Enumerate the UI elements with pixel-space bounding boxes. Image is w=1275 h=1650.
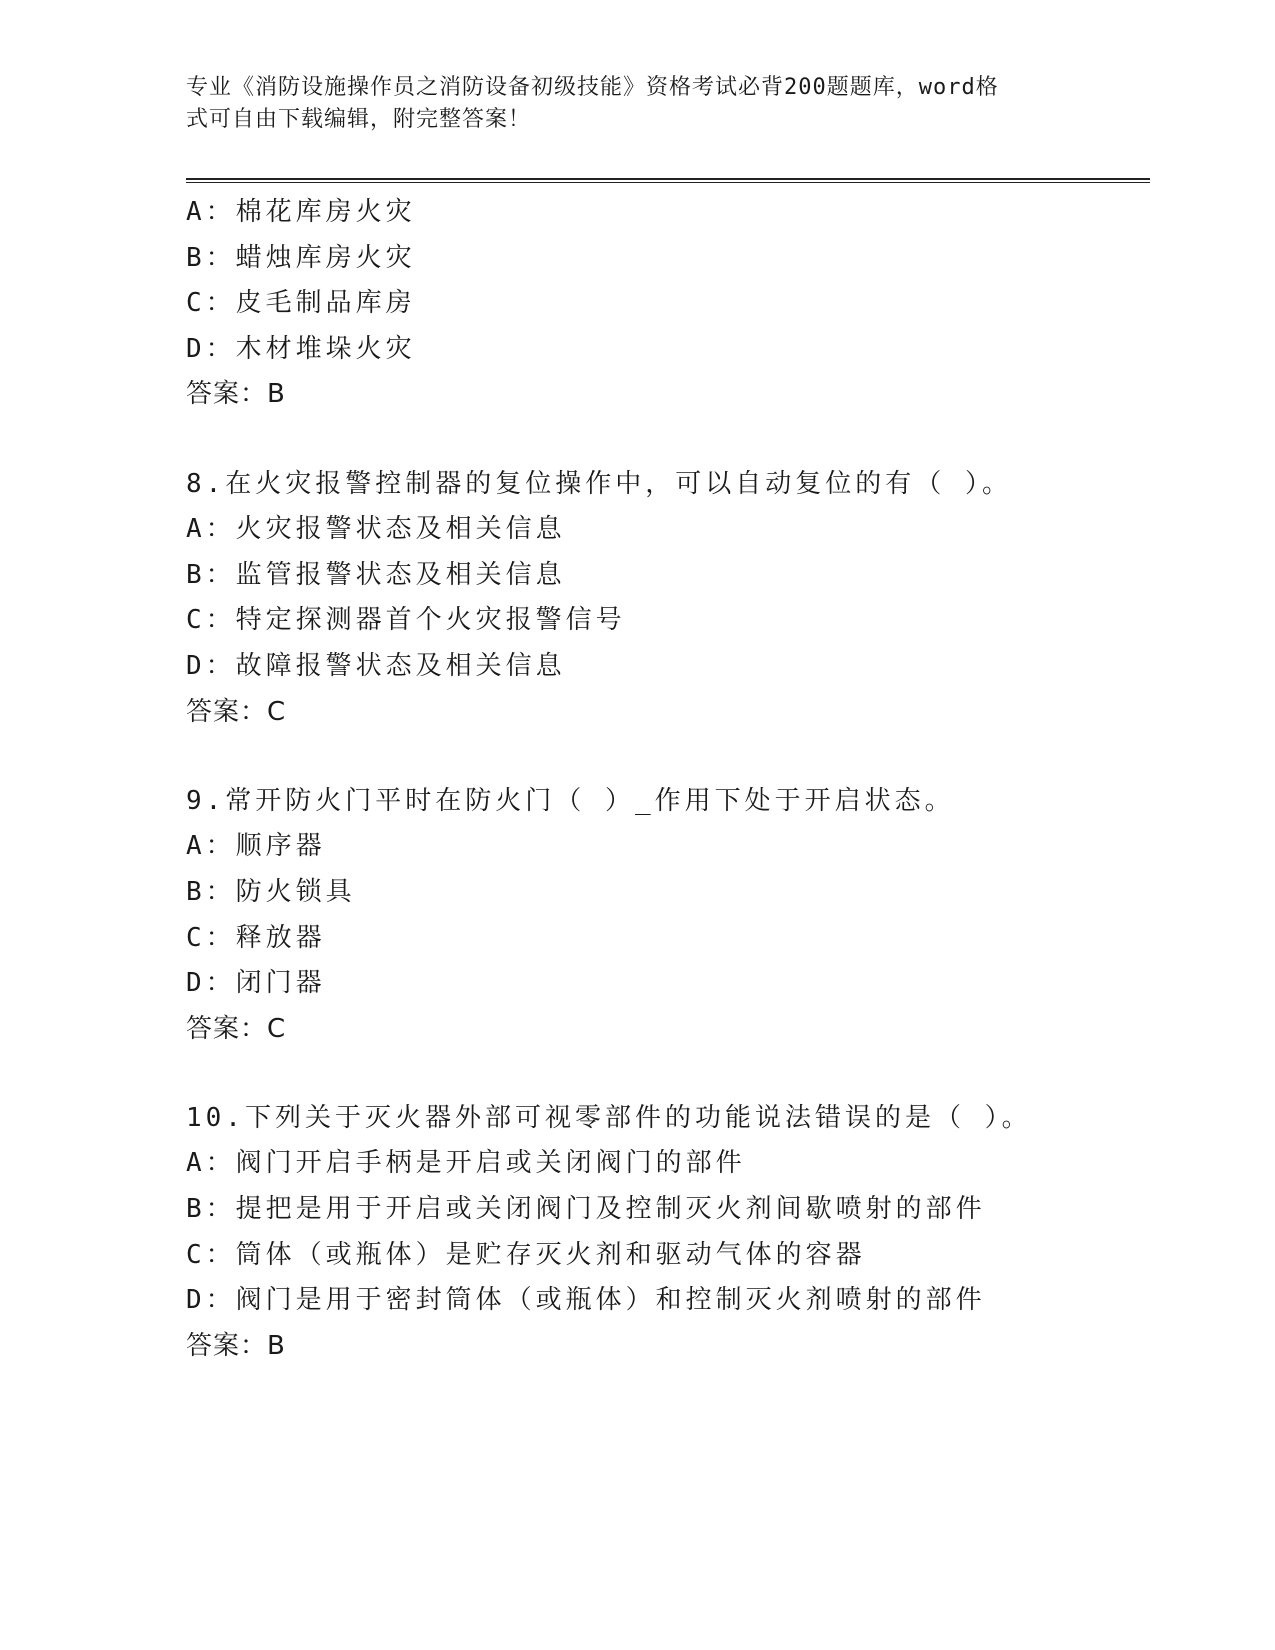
option-d: D：木材堆垛火灾 (186, 333, 416, 364)
document-header (186, 72, 1066, 136)
option-c: C：筒体（或瓶体）是贮存灭火剂和驱动气体的容器 (186, 1239, 866, 1270)
answer: 答案：C (186, 696, 287, 727)
option-d: D：闭门器 (186, 968, 326, 999)
spacer (186, 418, 1150, 462)
answer: 答案：B (186, 379, 286, 410)
option-b: B：提把是用于开启或关闭阀门及控制灭火剂间歇喷射的部件 (186, 1194, 986, 1225)
question-text: 10.下列关于灭火器外部可视零部件的功能说法错误的是（ ）。 (186, 1102, 1032, 1133)
answer: 答案：C (186, 1013, 287, 1044)
header-line-2: 式可自由下载编辑，附完整答案！ (186, 107, 532, 132)
header-line-1: 专业《消防设施操作员之消防设备初级技能》资格考试必背200题题库，word格 (186, 75, 999, 100)
question-list (186, 190, 1150, 1369)
question-text: 9.常开防火门平时在防火门（ ）_作用下处于开启状态。 (186, 785, 955, 816)
option-c: C：释放器 (186, 922, 326, 953)
option-b: B：监管报警状态及相关信息 (186, 559, 566, 590)
question-7 (186, 190, 1150, 418)
spacer (186, 1052, 1150, 1096)
option-c: C：皮毛制品库房 (186, 288, 416, 319)
spacer (186, 735, 1150, 779)
option-a: A：棉花库房火灾 (186, 197, 416, 227)
question-9 (186, 779, 1150, 1053)
option-b: B：蜡烛库房火灾 (186, 242, 416, 273)
header-divider (186, 178, 1150, 183)
option-a: A：阀门开启手柄是开启或关闭阀门的部件 (186, 1148, 746, 1179)
option-b: B：防火锁具 (186, 876, 356, 907)
answer: 答案：B (186, 1330, 286, 1361)
question-8 (186, 462, 1150, 736)
question-text: 8.在火灾报警控制器的复位操作中，可以自动复位的有（ ）。 (186, 468, 1012, 499)
question-10 (186, 1096, 1150, 1370)
option-a: A：顺序器 (186, 831, 326, 862)
option-d: D：故障报警状态及相关信息 (186, 650, 566, 681)
option-a: A：火灾报警状态及相关信息 (186, 514, 566, 545)
option-d: D：阀门是用于密封筒体（或瓶体）和控制灭火剂喷射的部件 (186, 1285, 986, 1316)
option-c: C：特定探测器首个火灾报警信号 (186, 605, 626, 636)
